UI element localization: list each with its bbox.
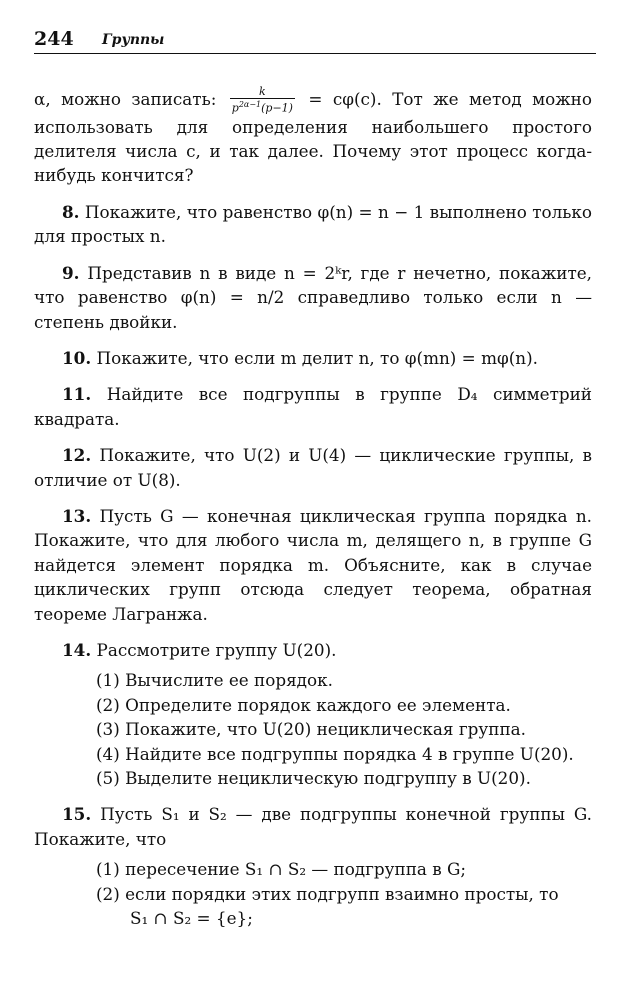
exercise-14-items bbox=[96, 668, 592, 790]
exercise-14 bbox=[34, 638, 592, 662]
exercise-text: Пусть S₁ и S₂ — две подгруппы конечной группы G. Покажите, что bbox=[34, 804, 592, 849]
running-title: Группы bbox=[102, 32, 165, 48]
list-item: (1) пересечение S₁ ∩ S₂ — подгруппа в G; bbox=[96, 859, 467, 880]
exercise-11 bbox=[34, 382, 592, 431]
exercise-text: Найдите все подгруппы в группе D₄ симметрий квадрата. bbox=[34, 384, 592, 429]
list-item: (4) Найдите все подгруппы порядка 4 в группе U(20). bbox=[96, 743, 574, 764]
page-header bbox=[34, 28, 596, 58]
exercise-8 bbox=[34, 200, 592, 249]
exercise-number: 9. bbox=[62, 262, 80, 283]
header-rule bbox=[34, 53, 596, 54]
exercise-number: 13. bbox=[62, 505, 92, 526]
exercise-9 bbox=[34, 261, 592, 334]
fraction-den-exponent: 2α−1 bbox=[238, 100, 262, 109]
page-content bbox=[34, 86, 592, 930]
exercise-text: Покажите, что если m делит n, то φ(mn) = mφ(n). bbox=[96, 347, 538, 368]
exercise-text: Пусть G — конечная циклическая группа порядка n. Покажите, что для любого числа m, делящего n, в группе G найдется элемент порядка m. Объясните, как в случае циклических групп отсюда следует теорема, обратная теореме Лагранжа. bbox=[34, 505, 592, 624]
exercise-text: Представив n в виде n = 2ᵏr, где r нечетно, покажите, что равенство φ(n) = n/2 справедливо только если n — степень двойки. bbox=[34, 262, 592, 332]
exercise-12 bbox=[34, 443, 592, 492]
exercise-number: 10. bbox=[62, 347, 92, 368]
list-item: (3) Покажите, что U(20) нециклическая группа. bbox=[96, 719, 526, 740]
list-item: (5) Выделите нециклическую подгруппу в U(20). bbox=[96, 768, 531, 788]
fraction-den-tail: (p−1) bbox=[261, 101, 293, 115]
exercise-13 bbox=[34, 504, 592, 626]
continuation-text-b: = cφ(c). Тот же метод можно использовать для определения наибольшего простого делителя числа c, и так далее. Почему этот процесс когда-нибудь кончится? bbox=[34, 88, 592, 186]
continuation-text-a: α, можно записать: bbox=[34, 88, 217, 109]
list-item: (1) Вычислите ее порядок. bbox=[96, 670, 333, 691]
continuation-paragraph bbox=[34, 86, 592, 188]
list-item: (2) если порядки этих подгрупп взаимно просты, то bbox=[96, 883, 559, 904]
page-number: 244 bbox=[34, 28, 74, 50]
exercise-text: Покажите, что U(2) и U(4) — циклические группы, в отличие от U(8). bbox=[34, 445, 592, 490]
fraction-den-base: p bbox=[231, 101, 239, 115]
exercise-15 bbox=[34, 802, 592, 851]
exercise-number: 15. bbox=[62, 804, 92, 825]
exercise-15-items bbox=[96, 857, 592, 930]
exercise-10 bbox=[34, 346, 592, 370]
exercise-number: 14. bbox=[62, 639, 92, 660]
fraction-numerator: k bbox=[259, 85, 266, 98]
fraction bbox=[230, 86, 295, 115]
exercise-number: 8. bbox=[62, 201, 80, 222]
list-item: (2) Определите порядок каждого ее элемента. bbox=[96, 694, 511, 715]
exercise-text: Покажите, что равенство φ(n) = n − 1 выполнено только для простых n. bbox=[34, 201, 592, 247]
exercise-number: 12. bbox=[62, 445, 92, 466]
list-item-continuation: S₁ ∩ S₂ = {e}; bbox=[130, 908, 253, 929]
exercise-text: Рассмотрите группу U(20). bbox=[96, 639, 337, 660]
exercise-number: 11. bbox=[62, 384, 92, 405]
fraction-denominator bbox=[230, 98, 295, 115]
